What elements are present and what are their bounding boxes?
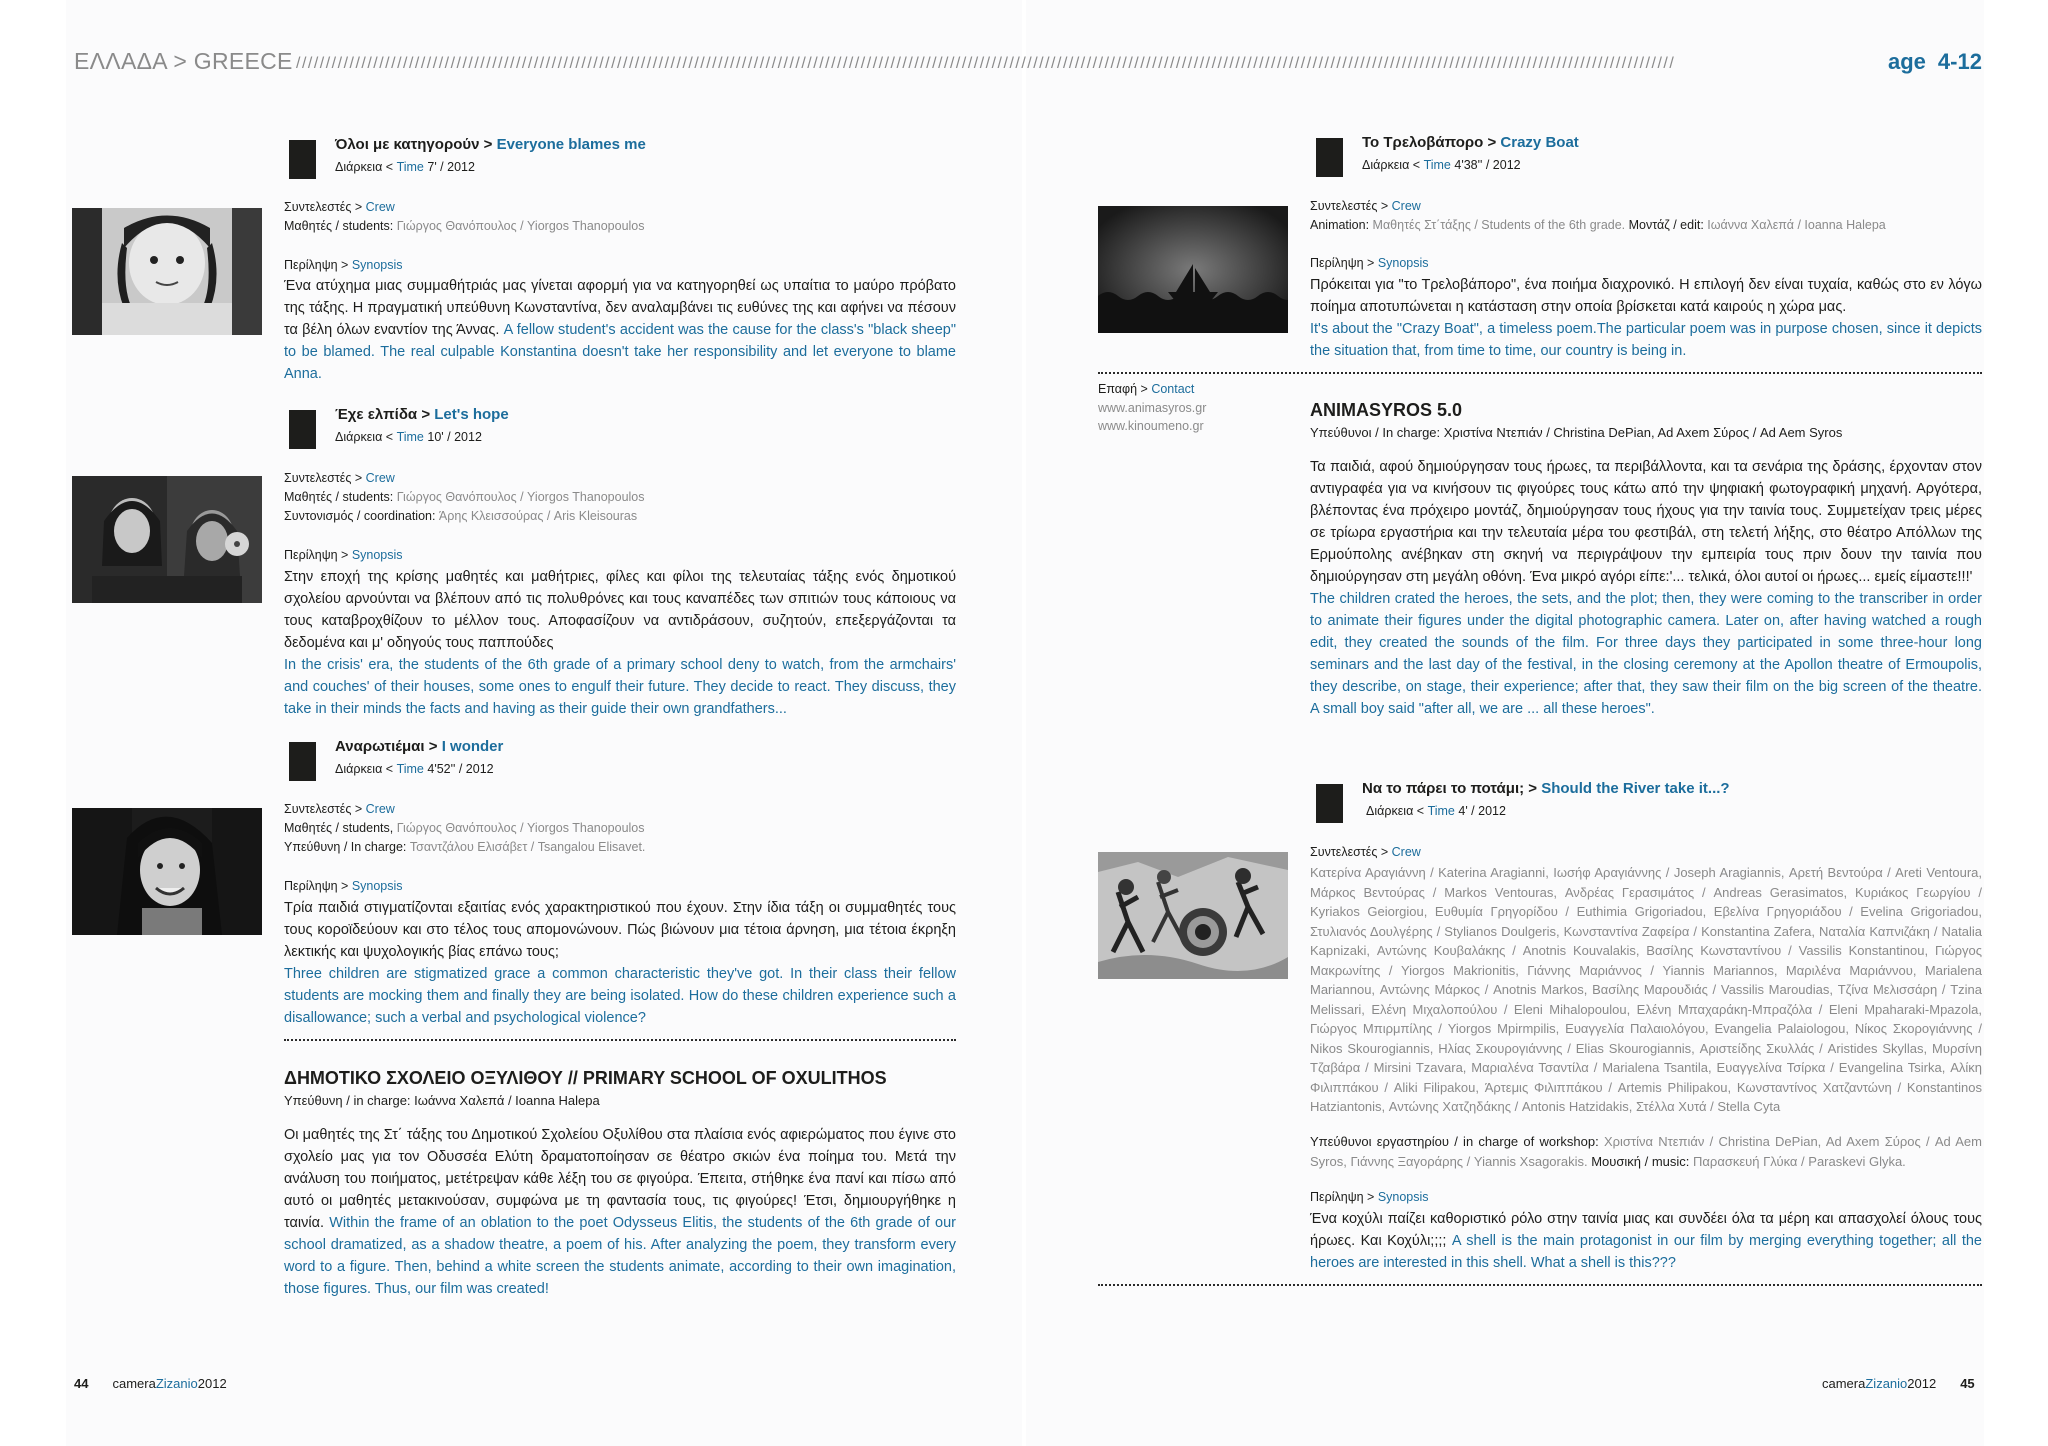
contact-link[interactable]: www.animasyros.gr (1098, 401, 1207, 415)
film-duration: Διάρκεια < Time 7' / 2012 (335, 160, 475, 174)
page-number: 44 (74, 1376, 89, 1391)
synopsis-text: Ένα ατύχημα μιας συμμαθήτριάς μας γίνεται αφορμή για να κατηγορηθεί ως υπαίτια το μαύρο πρόβατο της τάξης. Η πραγματική υπεύθυνη Κωνσταντίνα, δεν αναλαμβάνει τις ευθύνες της και αφήνει να πέσουν τα βέλη όλων εναντίον της Άννας. A fellow student's accident was the cause for the class's "black sheep" to be blamed. The real culpable Konstantina doesn't take her responsibility and let everyone to blame Anna. (284, 278, 957, 382)
contact-label: Επαφή > Contact (1098, 382, 1195, 396)
synopsis-label: Περίληψη > Synopsis (1310, 1190, 1429, 1204)
film-still-image (1098, 206, 1288, 333)
film-still-image (72, 476, 262, 603)
crew-label: Συντελεστές > Crew (1310, 845, 1421, 859)
school-in-charge: Υπεύθυνη / in charge: Ιωάννα Χαλεπά / Ioanna Halepa (284, 1093, 600, 1108)
film-duration: Διάρκεια < Time 4'52'' / 2012 (335, 762, 494, 776)
film-title: Έχε ελπίδα > Let's hope (335, 406, 509, 423)
workshop-credits: Υπεύθυνοι εργαστηρίου / in charge of workshop: Χριστίνα Ντεπιάν / Christina DePian, Ad Axem Σύρος / Ad Aem Syros, Γιάννης Ξαγοράρης / Yiannis Xsagorakis. Μουσική / music: Παρασκευή Γλύκα / Paraskevi Glyka. (1310, 1134, 1982, 1169)
crew-line: Animation: Μαθητές Στ΄τάξης / Students of the 6th grade. Μοντάζ / edit: Ιωάννα Χαλεπά / Ioanna Halepa (1310, 218, 1886, 232)
film-marker-icon (289, 742, 316, 781)
synopsis-label: Περίληψη > Synopsis (284, 258, 403, 272)
film-marker-icon (1316, 138, 1343, 177)
synopsis-label: Περίληψη > Synopsis (1310, 256, 1429, 270)
film-still-image (72, 208, 262, 335)
animasyros-in-charge: Υπεύθυνοι / In charge: Χριστίνα Ντεπιάν / Christina DePian, Ad Axem Σύρος / Ad Aem Syros (1310, 425, 1843, 440)
header-slash-rule: //////////////////////////////////////////////////////////////////////////////////////////////////////////////////////////////////////////////////////////////////////////////////////////////////////////////////////////////////////// (296, 55, 1676, 72)
country-heading: ΕΛΛΑΔΑ > GREECE (74, 48, 293, 74)
synopsis-text: Πρόκειται για "το Τρελοβάπορο", ένα ποιήμα διαχρονικό. Η επιλογή δεν είναι τυχαία, καθώς στο εν λόγω ποίημα αποτυπώνεται η κατάσταση στην οποία βρίσκεται κατά καιρούς η χώρα μας. It's about the "Crazy Boat", a timeless poem.The particular poem was in purpose chosen, since it depicts the situation that, from time to time, our country is being in. (1310, 277, 1982, 359)
synopsis-text: Ένα κοχύλι παίζει καθοριστικό ρόλο στην ταινία μιας και συνδέει όλα τα μέρη και απασχολεί όλους τους ήρωες. Και Κοχύλι;;;; A shell is the main protagonist in our film by merging everything together; all the heroes are interested in this shell. What a shell is this??? (1310, 1211, 1982, 1271)
film-marker-icon (1316, 784, 1343, 823)
crew-line: Υπεύθυνη / In charge: Τσαντζάλου Ελισάβετ / Tsangalou Elisavet. (284, 840, 646, 854)
school-title: ΔΗΜΟΤΙΚΟ ΣΧΟΛΕΙΟ ΟΞΥΛΙΘΟΥ // PRIMARY SCHOOL OF OXULITHOS (284, 1068, 887, 1088)
right-footer: cameraZizanio2012 45 (1822, 1376, 1975, 1391)
crew-label: Συντελεστές > Crew (1310, 199, 1421, 213)
film-duration: Διάρκεια < Time 4' / 2012 (1366, 804, 1506, 818)
film-title: Το Τρελοβάπορο > Crazy Boat (1362, 134, 1579, 151)
contact-link[interactable]: www.kinoumeno.gr (1098, 419, 1204, 433)
film-title: Να το πάρει το ποτάμι; > Should the River take it...? (1362, 780, 1730, 797)
crew-line: Μαθητές / students: Γιώργος Θανόπουλος / Yiorgos Thanopoulos (284, 219, 645, 233)
crew-line: Μαθητές / students: Γιώργος Θανόπουλος / Yiorgos Thanopoulos (284, 490, 645, 504)
film-still-image (72, 808, 262, 935)
crew-names: Κατερίνα Αραγιάννη / Katerina Aragianni, Ιωσήφ Αραγιάννης / Joseph Aragiannis, Αρετή Βεντούρα / Areti Ventoura, Μάρκος Βεντούρας / Markos Ventouras, Ανδρέας Γερασιμάτος / Andreas Gerasimatos, Κυριάκος Γεωργίου / Kyriakos Geiorgiou, Ευθυμία Γρηγορίδου / Euthimia Grigoriadou, Εβελίνα Γρηγοριάδου / Evelina Grigoriadou, Στυλιανός Δουλγέρης / Stylianos Doulgeris, Κωνσταντίνα Ζαφείρα / Konstantina Zafera, Ναταλία Καπνιζάκη / Natalia Kapnizaki, Αντώνης Κουβαλάκης / Anotnis Kouvalakis, Βασίλης Κωνσταντίνου / Vassilis Konstantinou, Γιώργος Μακρωνίτης / Yiorgos Makrionitis, Γιάννης Μαριάννος / Yiannis Mariannos, Μαριλένα Μαριάννου, Marialena Mariannou, Αντώνης Μάρκος / Anotnis Markos, Βασίλης Μαρουδιάς / Vassilis Maroudias, Τζίνα Μελισσάρη / Tzina Melissari, Ελένη Μιχαλοπούλου / Eleni Mihalopoulou, Ελένη Μπαχαράκη-Μπραζόλα / Eleni Mpaharaki-Mpazola, Γιώργος Μπιρμπίλης / Yiorgos Mpirmpilis, Ευαγγελία Παλαιολόγου, Evangelia Palaiologou, Νίκος Σκορογιάννης / Nikos Skourogiannis, Ηλίας Σκουρογιάννης / Elias Skourogiannis, Αριστείδης Σκυλλάς / Aristides Skyllas, Μυρσίνη Τζαβάρα / Mirsini Tzavara, Μαριαλένα Τσαντίλα / Marialena Tsantila, Ευαγγελίνα Τσίρκα / Evangelina Tsirka, Αλίκη Φιλιππάκου / Aliki Filipakou, Άρτεμις Φιλιππάκου / Artemis Philipakou, Κωνσταντίνος Χατζαντώνη / Konstantinos Hatziantonis, Αντώνης Χατζηδάκης / Antonis Hatzidakis, Στέλλα Χυτά / Stella Cyta (1310, 865, 1982, 1114)
synopsis-label: Περίληψη > Synopsis (284, 879, 403, 893)
age-range: 4-12 (1937, 49, 1982, 74)
film-duration: Διάρκεια < Time 4'38'' / 2012 (1362, 158, 1521, 172)
film-title: Αναρωτιέμαι > I wonder (335, 738, 504, 755)
film-marker-icon (289, 140, 316, 179)
section-divider (1098, 372, 1982, 374)
page-number: 45 (1960, 1376, 1975, 1391)
age-range-label (1888, 49, 1982, 75)
synopsis-label: Περίληψη > Synopsis (284, 548, 403, 562)
film-duration: Διάρκεια < Time 10' / 2012 (335, 430, 482, 444)
crew-label: Συντελεστές > Crew (284, 802, 395, 816)
synopsis-text: Στην εποχή της κρίσης μαθητές και μαθήτριες, φίλες και φίλοι της τελευταίας τάξης ενός δημοτικού σχολείου αρνούνται να βλέπουν από τις πολυθρόνες και τους καναπέδες των σπιτιών τους κάποιους να τους καταβροχθίζουν το μέλλον τους. Αποφασίζουν να αντιδράσουν, συζητούν, επεξεργάζονται τα δεδομένα και μ' οδηγούς τους παππούδες In the crisis' era, the students of the 6th grade of a primary school deny to watch, from the armchairs' and couches' of their houses, some ones to engulf their future. They decide to react. They discuss, they take in their minds the facts and having as their guide their own grandfathers... (284, 569, 956, 717)
crew-label: Συντελεστές > Crew (284, 471, 395, 485)
school-text: Οι μαθητές της Στ΄ τάξης του Δημοτικού Σχολείου Οξυλίθου στα πλαίσια ενός αφιερώματος που έγινε στο σχολείο μας για τον Οδυσσέα Ελύτη δραματοποίησαν σε θέατρο σκιών ένα ποίημα του. Μετά την ανάλυση του ποιήματος, μετέτρεψαν κάθε λέξη του σε φιγούρα. Έπειτα, στήθηκε ένα πανί και πίσω από αυτό οι μαθητές μετακινούσαν, συμφώνα με τη φαντασία τους, τις φιγούρες! Έτσι, δημιουργήθηκε η ταινία. Within the frame of an oblation to the poet Odysseus Elitis, the students of the 6th grade of our school dramatized, as a shadow theatre, a poem of his. After analyzing the poem, they transform every word to a figure. Then, behind a white screen the students animate, according to their own imagination, those figures. Thus, our film was created! (284, 1127, 957, 1297)
section-divider (284, 1039, 956, 1041)
crew-line: Μαθητές / students, Γιώργος Θανόπουλος / Yiorgos Thanopoulos (284, 821, 645, 835)
film-still-image (1098, 852, 1288, 979)
film-title: Όλοι με κατηγορούν > Everyone blames me (335, 136, 646, 153)
crew-line: Συντονισμός / coordination: Άρης Κλεισσούρας / Aris Kleisouras (284, 509, 638, 523)
section-divider (1098, 1284, 1982, 1286)
age-word: age (1888, 49, 1926, 74)
synopsis-text: Τρία παιδιά στιγματίζονται εξαιτίας ενός χαρακτηριστικού που έχουν. Στην ίδια τάξη οι συμμαθητές τους τους κοροϊδεύουν και στο τέλος τους απομονώνουν. Πώς βιώνουν μια τέτοια άρνηση, μια τέτοια έκρηξη λεκτικής και ψυχολογικής βίας επάνω τους; Three children are stigmatized grace a common characteristic they've got. In their class their fellow students are mocking them and finally they are being isolated. How do these children experience such a disallowance; such a verbal and psychological violence? (284, 900, 956, 1026)
film-marker-icon (289, 410, 316, 449)
left-footer: 44 cameraZizanio2012 (74, 1376, 227, 1391)
animasyros-text: Τα παιδιά, αφού δημιούργησαν τους ήρωες, τα περιβάλλοντα, και τα σενάρια της δράσης, έρχονταν στον αντιγραφέα για να κινήσουν τις φιγούρες τους κάτω από την ψηφιακή φωτογραφική μηχανή. Αργότερα, βλέποντας ένα πρόχειρο μοντάζ, δημιούργησαν τους ήχους για την ταινία τους. Συμμετείχαν τρεις μέρες σε τρίωρα εργαστήρια και την τελευταία μέρα του φεστιβάλ, στη τελετή λήξης, στο θέατρο Απόλλων της Ερμούπολης ανέβηκαν στη σκηνή να περιγράψουν την εμπειρία τους πριν δουν την ταινία που δημιούργησαν στη μεγάλη οθόνη. Ένα μικρό αγόρι είπε:'... τελικά, όλοι αυτοί οι ήρωες... εμείς είμαστε!!!' The children crated the heroes, the sets, and the plot; then, they were coming to the transcriber in order to animate their figures under the digital photographic camera. Later on, after having watched a rough edit, they created the sounds of the film. For three days they participated in some three-hour long seminars and the last day of the festival, in the closing ceremony at the Apollon theatre of Ermoupolis, they describe, on stage, their experience; after that, they saw their film on the big screen of the theatre. A small boy said "after all, we are ... all these heroes". (1310, 459, 1982, 717)
animasyros-title: ANIMASYROS 5.0 (1310, 400, 1463, 420)
crew-label: Συντελεστές > Crew (284, 200, 395, 214)
